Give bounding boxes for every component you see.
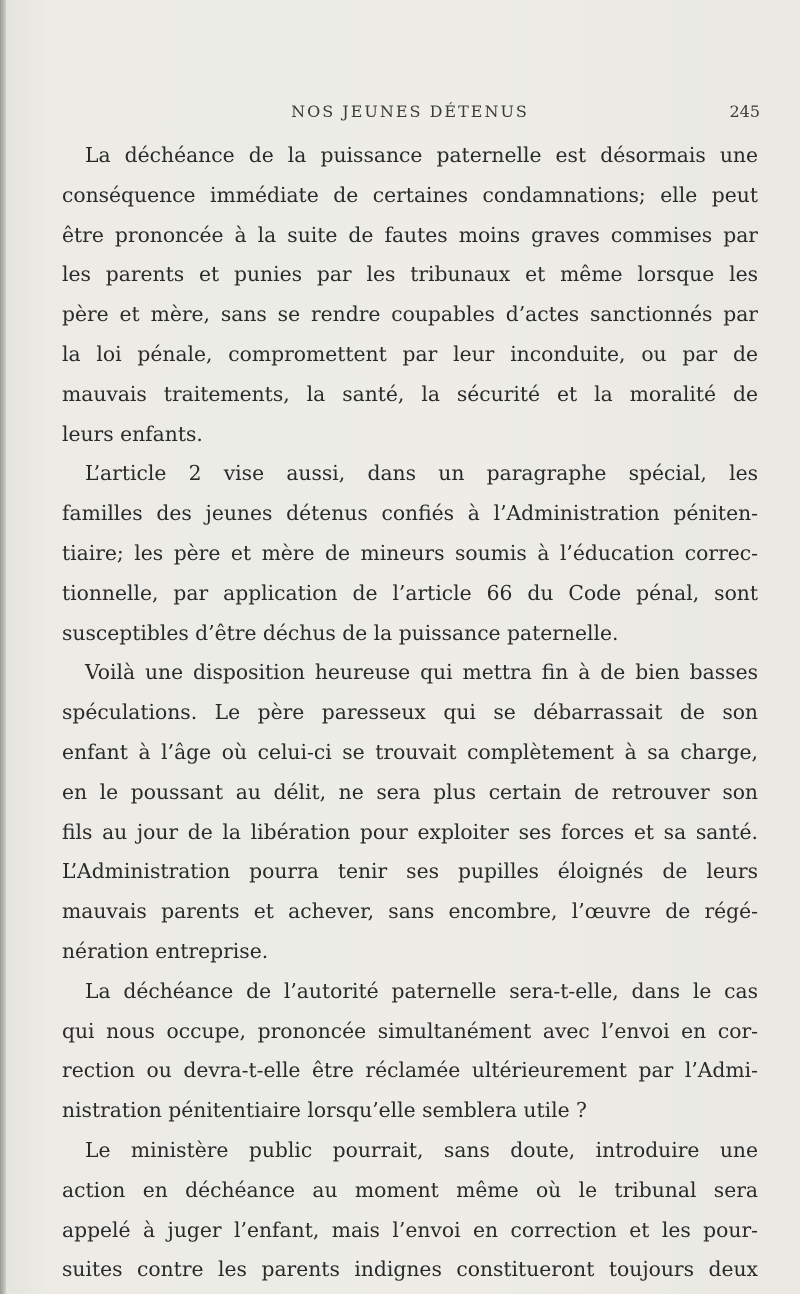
text-line: mauvais traitements, la santé, la sécurité et la moralité de [62,381,758,406]
text-line: tionnelle, par application de l’article 66 du Code pénal, sont [62,580,758,605]
page-binding-edge [0,0,6,1294]
running-head-title: NOS JEUNES DÉTENUS [291,102,529,121]
text-line: leurs enfants. [62,421,203,446]
body-text [62,136,758,1290]
page-number: 245 [729,102,760,121]
text-line: conséquence immédiate de certaines condamnations; elle peut [62,182,758,207]
text-line: L’article 2 vise aussi, dans un paragraphe spécial, les [85,461,758,486]
text-line: suites contre les parents indignes constitueront toujours deux [62,1257,758,1282]
text-line: enfant à l’âge où celui-ci se trouvait complètement à sa charge, [62,739,758,764]
text-line: qui nous occupe, prononcée simultanément avec l’envoi en cor- [62,1018,758,1043]
text-line: action en déchéance au moment même où le tribunal sera [62,1177,758,1202]
text-line: susceptibles d’être déchus de la puissance paternelle. [62,620,619,645]
text-line: les parents et punies par les tribunaux et même lorsque les [62,262,758,287]
text-line: familles des jeunes détenus confiés à l’Administration péniten- [62,501,758,526]
text-line: La déchéance de l’autorité paternelle sera-t-elle, dans le cas [85,978,758,1003]
text-line: la loi pénale, compromettent par leur inconduite, ou par de [62,341,758,366]
text-line: spéculations. Le père paresseux qui se débarrassait de son [62,700,758,725]
text-line: L’Administration pourra tenir ses pupilles éloignés de leurs [62,859,758,884]
text-line: fils au jour de la libération pour exploiter ses forces et sa santé. [62,819,758,844]
text-line: La déchéance de la puissance paternelle est désormais une [85,143,758,167]
text-line: nération entreprise. [62,938,269,963]
text-line: être prononcée à la suite de fautes moins graves commises par [62,222,758,247]
text-line: nistration pénitentiaire lorsqu’elle semblera utile ? [62,1098,587,1123]
text-line: rection ou devra-t-elle être réclamée ultérieurement par l’Admi- [62,1058,758,1083]
text-line: Le ministère public pourrait, sans doute, introduire une [85,1137,758,1162]
running-head [60,96,760,126]
text-line: en le poussant au délit, ne sera plus certain de retrouver son [62,779,758,804]
text-line: appelé à juger l’enfant, mais l’envoi en correction et les pour- [62,1217,758,1242]
text-line: père et mère, sans se rendre coupables d’actes sanctionnés par [62,302,758,327]
text-line: mauvais parents et achever, sans encombre, l’œuvre de régé- [62,899,758,924]
text-line: Voilà une disposition heureuse qui mettra fin à de bien basses [85,660,758,685]
text-line: tiaire; les père et mère de mineurs soumis à l’éducation correc- [62,540,758,565]
